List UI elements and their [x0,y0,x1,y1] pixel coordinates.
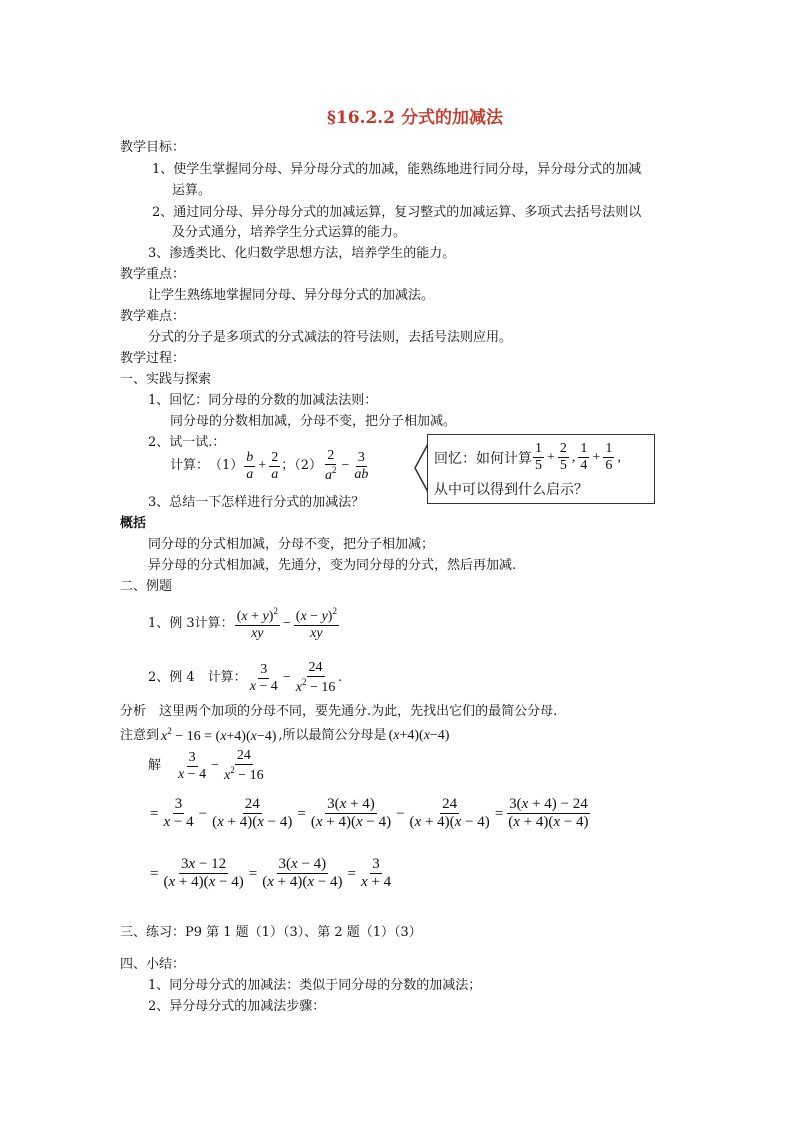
solution-row [148,748,267,784]
goal-3: 3、渗透类比、化归数学思想方法，培养学生的能力。 [148,246,456,261]
key-heading: 教学重点： [120,267,186,282]
goal-1-line-1: 1、使学生掌握同分母、异分母分式的加减，能熟练地进行同分母，异分母分式的加减 [152,162,642,177]
notice-label-b: ,所以最简公分母是 [278,728,387,744]
notice-row [120,726,449,746]
key-text: 让学生熟练地掌握同分母、异分母分式的加减法。 [148,288,435,303]
calc-part-2-label: ；（2） [281,458,322,474]
section1-item-1-sub: 同分母的分数相加减，分母不变，把分子相加减。 [170,414,457,429]
page-title: §16.2.2 分式的加减法 [327,108,503,128]
example-3-row [148,606,340,642]
example-4-label: 2、例 4 计算： [148,670,247,686]
process-heading: 教学过程： [120,351,186,366]
calc-label: 计算： [170,458,210,474]
difficulty-text: 分式的分子是多项式的分式减法的符号法则，去括号法则应用。 [148,330,513,345]
calc-expression-2: $\frac{2}{a^2}$ − $\frac{3}{ab}$ [324,448,369,484]
example-3-expression: $\frac{(x + y)^2}{xy}$ − $\frac{(x - y)^2}{xy}$ [236,606,337,642]
callout-box [427,434,655,504]
section4-heading: 四、小结： [120,957,186,972]
callout-recall-label: 回忆：如何计算 [434,450,532,467]
section4-item-1: 1、同分母分式的加减法：类似于同分母的分数的加减法； [148,978,482,993]
section3-text: 三、练习：P9 第 1 题（1）（3）、第 2 题（1）（3） [120,925,422,940]
example-3-label: 1、例 3计算： [148,616,234,632]
solution-step-1: = $\frac{3}{x - 4}$ − $\frac{24}{(x + 4)(x - 4)}$ = $\frac{3(x + 4)}{(x + 4)(x - 4)}$ − $\frac{24}{(x + 4)(x - 4)}$ = $\frac{3(x + 4) - 24}{(x + 4)(x - 4)}$ [150,796,589,831]
callout-expression: $\frac{1}{5}$ + $\frac{2}{5}$ , $\frac{1}{4}$ + $\frac{1}{6}$ , [535,441,621,474]
solution-label: 解 [148,758,162,774]
solution-expression: $\frac{3}{x - 4}$ − $\frac{24}{x^2 - 16}$ [178,748,264,784]
callout-line-2: 从中可以得到什么启示？ [434,482,588,498]
goal-1-line-2: 运算。 [172,183,212,198]
goal-2-line-1: 2、通过同分母、异分母分式的加减运算，复习整式的加减运算、多项式去括号法则以 [152,205,642,220]
summary-line-2: 异分母的分式相加减，先通分，变为同分母的分式，然后再加减. [148,558,517,573]
section1-item-1: 1、回忆：同分母的分数的加减法法则： [148,393,378,408]
section1-item-2: 2、试一试.： [148,435,226,450]
calc-expression-1: $\frac{b}{a}$ + $\frac{2}{a}$ [246,449,279,482]
section4-item-2: 2、异分母分式的加减法步骤： [148,999,326,1014]
notice-lcd: (x+4)(x−4) [388,727,450,743]
example-4-expression: $\frac{3}{x - 4}$ − $\frac{24}{x^2 - 16}$ . [249,660,342,696]
goal-2-line-2: 及分式通分，培养学生分式运算的能力。 [172,225,407,240]
calc-part-1-label: （1） [209,458,244,474]
callout-line-1 [434,441,623,474]
section1-item-3: 3、总结一下怎样进行分式的加减法？ [148,495,365,510]
analysis-text: 分析 这里两个加项的分母不同，要先通分.为此，先找出它们的最简公分母. [120,704,558,719]
example-4-row [148,660,342,696]
calc-row [170,448,371,484]
summary-line-1: 同分母的分式相加减，分母不变，把分子相加减； [148,537,435,552]
notice-identity: $x^2 - 16 = (x+4)(x-4)$ [161,726,277,744]
solution-step-2: = $\frac{3x - 12}{(x + 4)(x - 4)}$ = $\frac{3(x - 4)}{(x + 4)(x - 4)}$ = $\frac{3}{x + 4}$ [150,856,392,891]
difficulty-heading: 教学难点： [120,309,186,324]
section1-heading: 一、实践与探索 [120,372,212,387]
notice-label-a: 注意到 [120,728,160,744]
summary-heading: 概括 [120,516,147,531]
goals-heading: 教学目标： [120,140,186,155]
section2-heading: 二、例题 [120,579,173,594]
